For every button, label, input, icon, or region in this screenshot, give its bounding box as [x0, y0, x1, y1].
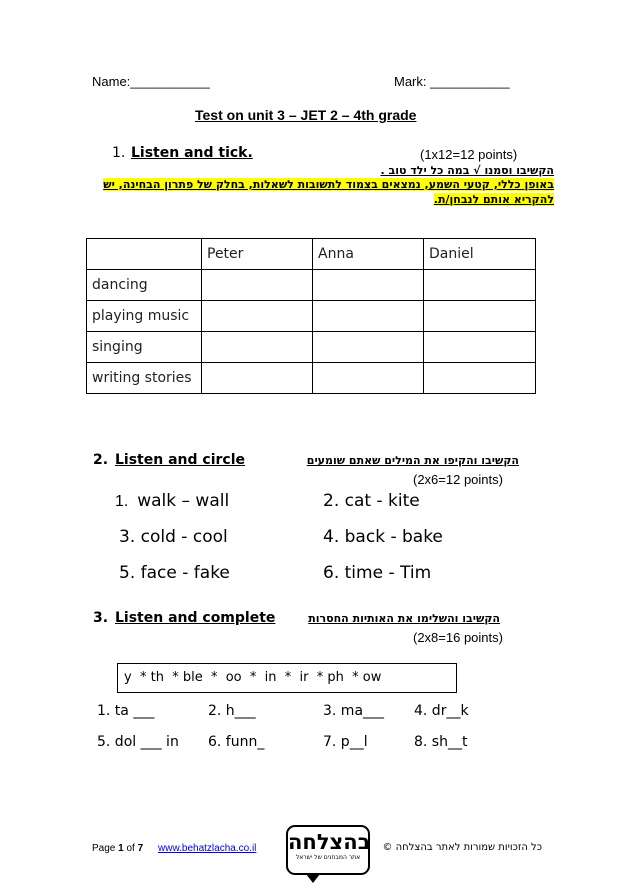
page-of: of — [126, 843, 135, 854]
copyright-notice: כל הזכויות שמורות לאתר בהצלחה © — [382, 842, 542, 853]
circle-item — [323, 527, 443, 547]
section1-hebrew-instruction: הקשיבו וסמנו √ במה כל ילד טוב . — [380, 164, 554, 177]
circle-item-words[interactable]: cold - cool — [140, 527, 228, 547]
circle-item-words[interactable]: face - fake — [140, 563, 230, 583]
circle-item — [115, 491, 229, 511]
table-row — [87, 301, 536, 332]
complete-item[interactable]: 6. funn_ — [208, 734, 265, 750]
table-row — [87, 363, 536, 394]
page-prefix: Page — [92, 843, 116, 854]
circle-item-words[interactable]: time - Tim — [344, 563, 432, 583]
tick-cell[interactable] — [202, 301, 313, 332]
complete-item[interactable]: 3. ma___ — [323, 703, 385, 719]
table-row-label: playing music — [87, 301, 202, 332]
tick-cell[interactable] — [202, 363, 313, 394]
tick-cell[interactable] — [313, 301, 424, 332]
section3-hebrew-instruction: הקשיבו והשלימו את האותיות החסרות — [308, 612, 500, 625]
page-current: 1 — [118, 843, 124, 854]
section3-number: 3. — [93, 610, 109, 626]
tick-table — [86, 238, 536, 394]
complete-item[interactable]: 2. h___ — [208, 703, 256, 719]
section2-hebrew-instruction: הקשיבו והקיפו את המילים שאתם שומעים — [306, 454, 519, 467]
tick-cell[interactable] — [313, 332, 424, 363]
table-header-cell: Daniel — [424, 239, 536, 270]
logo-speech-tail — [306, 874, 320, 883]
circle-item — [119, 527, 228, 547]
circle-item — [119, 563, 230, 583]
complete-item[interactable]: 4. dr__k — [414, 703, 469, 719]
circle-item — [323, 563, 431, 583]
tick-cell[interactable] — [202, 332, 313, 363]
table-row-label: writing stories — [87, 363, 202, 394]
section1-points: (1x12=12 points) — [420, 147, 518, 162]
section2-number: 2. — [93, 452, 109, 468]
complete-item[interactable]: 5. dol ___ in — [97, 734, 179, 750]
complete-item[interactable]: 7. p__l — [323, 734, 368, 750]
circle-item-number: 3. — [119, 527, 136, 547]
site-link[interactable]: www.behatzlacha.co.il — [158, 843, 257, 854]
table-header-cell: Peter — [202, 239, 313, 270]
section1-note-line2: להקריא אותם לנבחן/ת. — [433, 193, 554, 206]
section1-title: Listen and tick. — [131, 145, 253, 161]
page-number — [92, 843, 143, 854]
section2-title: Listen and circle — [115, 452, 245, 468]
name-field-label: Name:___________ — [92, 74, 210, 89]
circle-item-number: 2. — [323, 491, 340, 511]
tick-cell[interactable] — [313, 270, 424, 301]
table-header-cell — [87, 239, 202, 270]
word-bank: y * th * ble * oo * in * ir * ph * ow — [124, 670, 382, 685]
tick-cell[interactable] — [202, 270, 313, 301]
table-header-row — [87, 239, 536, 270]
tick-cell[interactable] — [313, 363, 424, 394]
complete-item[interactable]: 8. sh__t — [414, 734, 468, 750]
circle-item-number: 5. — [119, 563, 136, 583]
logo-tagline: אתר המבחנים של ישראל — [295, 854, 361, 861]
table-row — [87, 270, 536, 301]
logo-text: בהצלחה — [288, 830, 371, 854]
circle-item-number: 6. — [323, 563, 340, 583]
tick-cell[interactable] — [424, 332, 536, 363]
circle-item-number: 1. — [115, 493, 129, 510]
tick-cell[interactable] — [424, 270, 536, 301]
table-header-cell: Anna — [313, 239, 424, 270]
table-row — [87, 332, 536, 363]
circle-item-words[interactable]: back - bake — [344, 527, 443, 547]
page-total: 7 — [137, 843, 144, 854]
table-row-label: dancing — [87, 270, 202, 301]
circle-item — [323, 491, 420, 511]
circle-item-words[interactable]: cat - kite — [344, 491, 420, 511]
page-title: Test on unit 3 – JET 2 – 4th grade — [195, 107, 417, 123]
table-row-label: singing — [87, 332, 202, 363]
section2-points: (2x6=12 points) — [413, 472, 503, 487]
section3-title: Listen and complete — [115, 610, 276, 626]
circle-item-number: 4. — [323, 527, 340, 547]
mark-field-label: Mark: ___________ — [394, 74, 510, 89]
complete-item[interactable]: 1. ta ___ — [97, 703, 155, 719]
word-bank-box — [117, 663, 457, 693]
tick-cell[interactable] — [424, 301, 536, 332]
section1-note-line1: באופן כללי, קטעי השמע, נמצאים בצמוד לתשובות לשאלות, בחלק של פתרון הבחינה, יש — [103, 178, 554, 191]
tick-cell[interactable] — [424, 363, 536, 394]
section3-points: (2x8=16 points) — [413, 630, 503, 645]
circle-item-words[interactable]: walk – wall — [137, 491, 230, 511]
site-logo — [286, 825, 370, 875]
section1-number: 1. — [112, 145, 126, 161]
